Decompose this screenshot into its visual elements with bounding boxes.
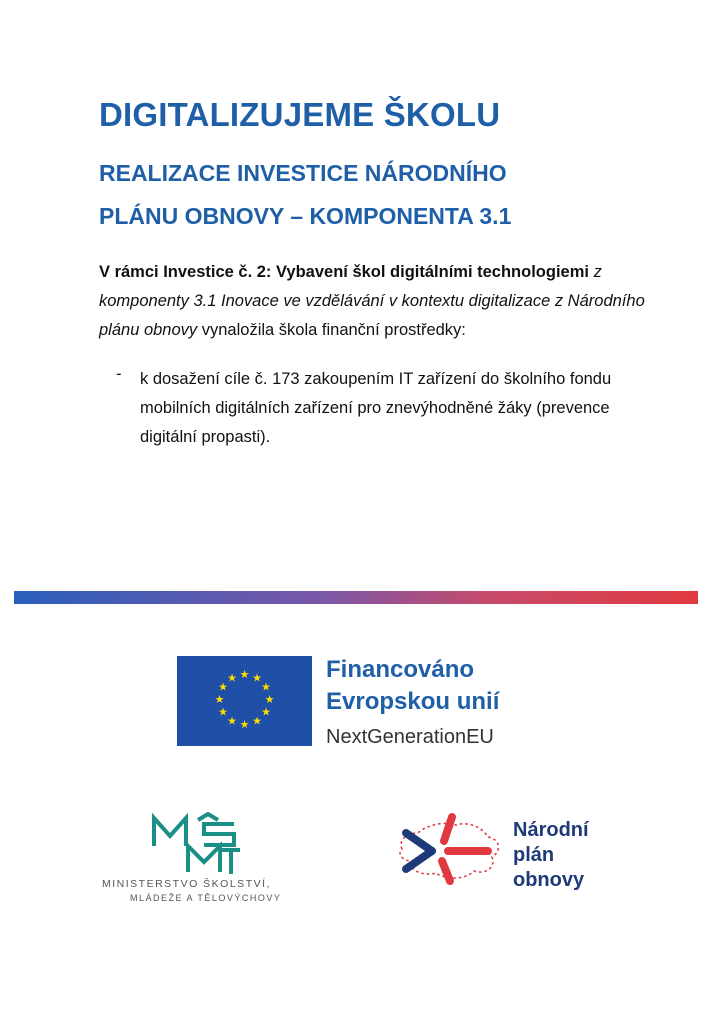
eu-stars-circle-icon bbox=[177, 656, 312, 746]
subtitle-line-2: PLÁNU OBNOVY – KOMPONENTA 3.1 bbox=[99, 203, 512, 229]
eu-next-generation: NextGenerationEU bbox=[326, 726, 494, 748]
svg-text:★: ★ bbox=[239, 718, 250, 731]
svg-text:★: ★ bbox=[264, 693, 275, 706]
msmt-logo-icon bbox=[150, 812, 242, 881]
gradient-divider bbox=[14, 591, 698, 604]
intro-rest-text: vynaložila škola finanční prostředky: bbox=[197, 321, 466, 339]
svg-text:★: ★ bbox=[261, 680, 271, 694]
msmt-name-line-2: MLÁDEŽE A TĚLOVÝCHOVY bbox=[130, 893, 282, 903]
eu-funded-line-2: Evropskou unií bbox=[326, 688, 500, 715]
subtitle-line-1: REALIZACE INVESTICE NÁRODNÍHO bbox=[99, 160, 507, 186]
npo-line-3: obnovy bbox=[513, 869, 585, 891]
svg-text:★: ★ bbox=[227, 671, 237, 685]
eu-flag-icon bbox=[177, 656, 312, 746]
npo-line-1: Národní bbox=[513, 819, 589, 841]
npo-logo-icon bbox=[392, 811, 507, 892]
npo-wordmark bbox=[513, 818, 589, 893]
npo-line-2: plán bbox=[513, 844, 555, 866]
bullet-item: k dosažení cíle č. 173 zakoupením IT zařízení do školního fondu mobilních digitálních zařízení pro znevýhodněné žáky (prevence digitální propasti). bbox=[140, 370, 612, 446]
svg-text:★: ★ bbox=[239, 668, 250, 681]
bullet-marker: - bbox=[116, 365, 122, 383]
eu-funded-line-1: Financováno bbox=[326, 656, 475, 683]
svg-text:★: ★ bbox=[227, 714, 237, 728]
intro-bold-text: V rámci Investice č. 2: Vybavení škol digitálními technologiemi bbox=[99, 263, 589, 281]
svg-text:★: ★ bbox=[214, 693, 225, 706]
svg-text:★: ★ bbox=[218, 705, 228, 719]
msmt-name-line-1: MINISTERSTVO ŠKOLSTVÍ, bbox=[102, 878, 271, 890]
intro-italic-text: z komponenty 3.1 Inovace ve vzdělávání v kontextu digitalizace z Národního plánu obnovy bbox=[99, 263, 645, 339]
svg-text:★: ★ bbox=[261, 705, 271, 719]
intro-paragraph bbox=[99, 258, 659, 345]
svg-text:★: ★ bbox=[218, 680, 228, 694]
svg-text:★: ★ bbox=[252, 714, 262, 728]
svg-text:★: ★ bbox=[252, 671, 262, 685]
page-title: DIGITALIZUJEME ŠKOLU bbox=[99, 96, 501, 133]
